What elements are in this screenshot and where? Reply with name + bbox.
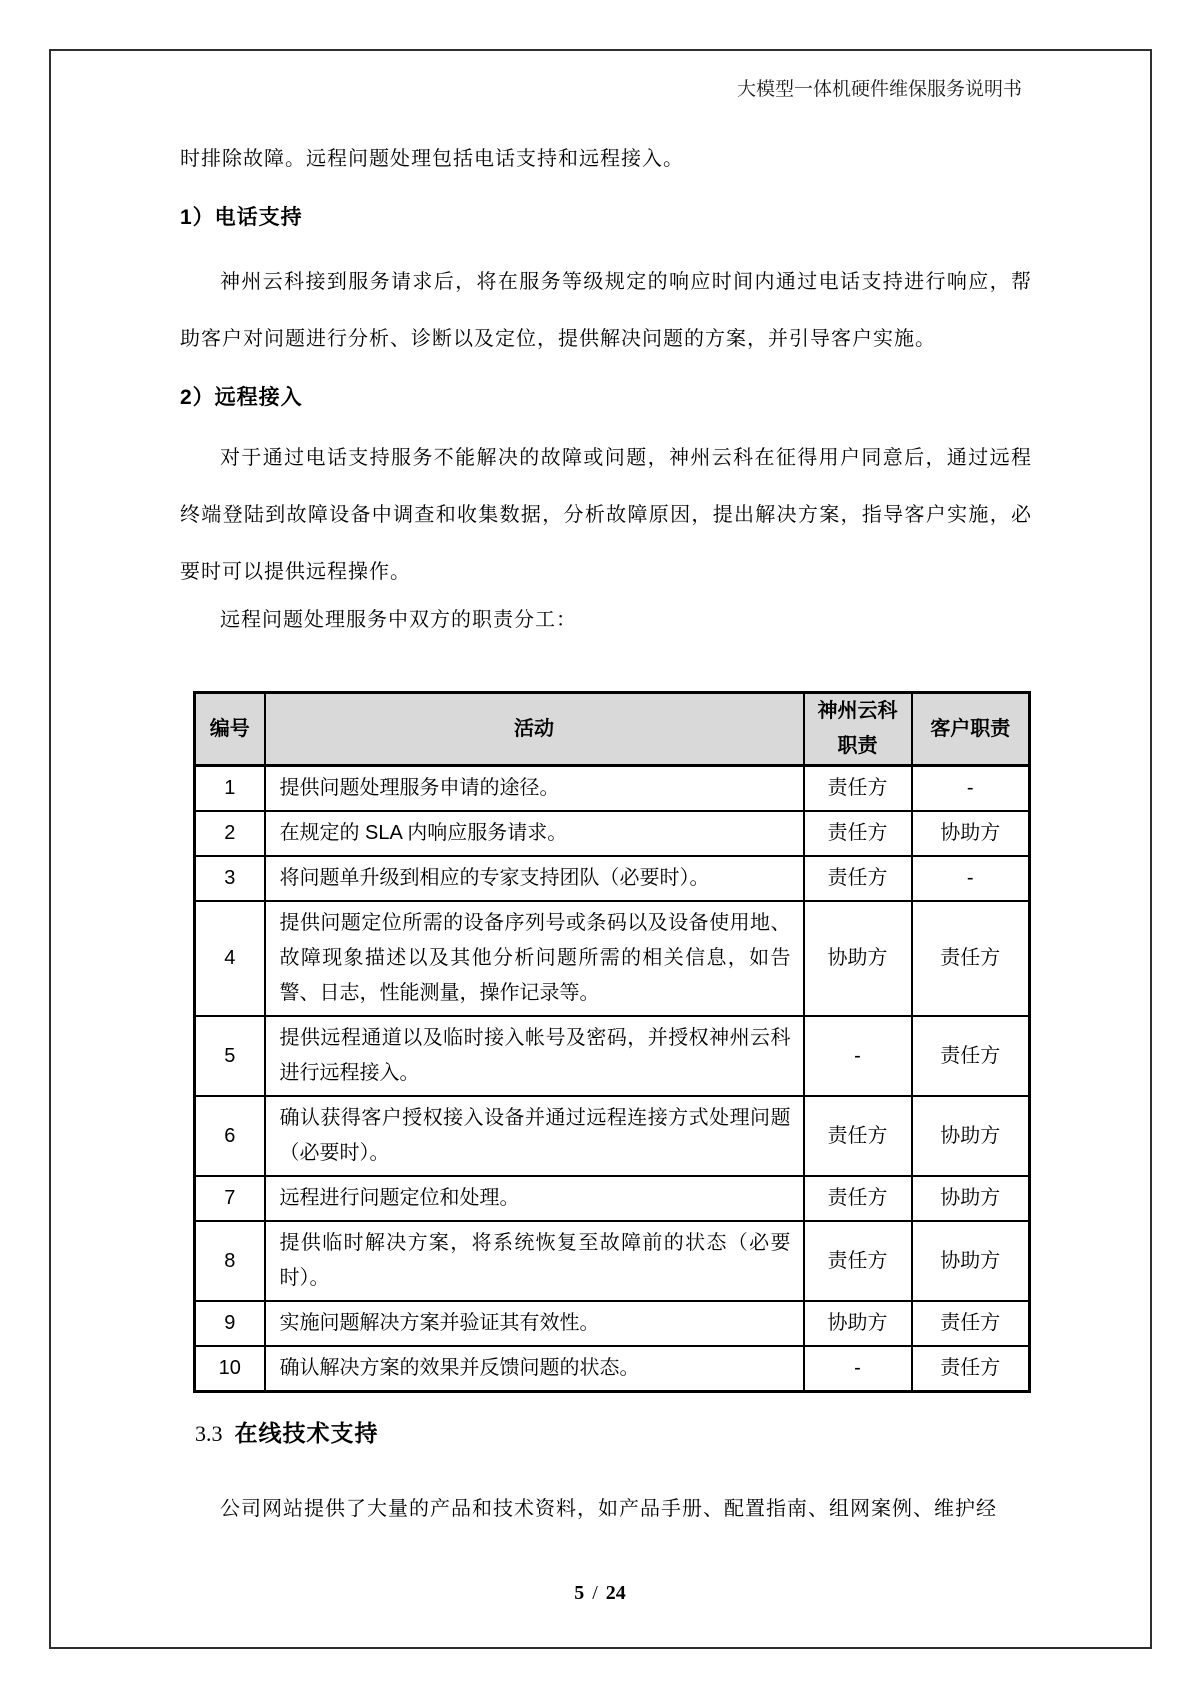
table-row — [195, 1096, 1030, 1176]
cell-dcn-duty: 责任方 — [804, 1176, 912, 1221]
section-1-paragraph: 神州云科接到服务请求后，将在服务等级规定的响应时间内通过电话支持进行响应，帮助客户对问题进行分析、诊断以及定位，提供解决问题的方案，并引导客户实施。 — [180, 271, 1032, 350]
cell-number: 8 — [195, 1221, 265, 1301]
cell-number: 2 — [195, 811, 265, 856]
section-33-title: 在线技术支持 — [234, 1420, 379, 1446]
cell-number: 5 — [195, 1016, 265, 1096]
page-number-total: 24 — [605, 1582, 626, 1604]
cell-dcn-duty: 责任方 — [804, 811, 912, 856]
table-header-row — [195, 693, 1030, 766]
cell-activity: 提供临时解决方案，将系统恢复至故障前的状态（必要时）。 — [265, 1221, 804, 1301]
cell-number: 3 — [195, 856, 265, 901]
cell-customer-duty: 责任方 — [912, 901, 1030, 1016]
table-row — [195, 901, 1030, 1016]
doc-header-title: 大模型一体机硬件维保服务说明书 — [736, 79, 1022, 100]
col-header-customer-duty: 客户职责 — [912, 693, 1030, 766]
cell-dcn-duty: 协助方 — [804, 901, 912, 1016]
cell-dcn-duty: 责任方 — [804, 1221, 912, 1301]
page-number-current: 5 — [574, 1582, 585, 1604]
cell-activity: 将问题单升级到相应的专家支持团队（必要时）。 — [265, 856, 804, 901]
cell-activity: 远程进行问题定位和处理。 — [265, 1176, 804, 1221]
cell-number: 7 — [195, 1176, 265, 1221]
cell-dcn-duty: 责任方 — [804, 766, 912, 812]
cell-activity: 提供问题定位所需的设备序列号或条码以及设备使用地、故障现象描述以及其他分析问题所需的相关信息，如告警、日志，性能测量，操作记录等。 — [265, 901, 804, 1016]
cell-number: 6 — [195, 1096, 265, 1176]
cell-customer-duty: 协助方 — [912, 811, 1030, 856]
col-header-activity: 活动 — [265, 693, 804, 766]
cell-activity: 在规定的 SLA 内响应服务请求。 — [265, 811, 804, 856]
cell-dcn-duty: - — [804, 1016, 912, 1096]
cell-dcn-duty: 协助方 — [804, 1301, 912, 1346]
table-row — [195, 1346, 1030, 1392]
cell-customer-duty: 责任方 — [912, 1016, 1030, 1096]
col-header-dcn-duty: 神州云科职责 — [804, 693, 912, 766]
table-row — [195, 1221, 1030, 1301]
table-row — [195, 1016, 1030, 1096]
cell-activity: 提供远程通道以及临时接入帐号及密码，并授权神州云科进行远程接入。 — [265, 1016, 804, 1096]
table-row — [195, 1176, 1030, 1221]
cell-activity: 确认获得客户授权接入设备并通过远程连接方式处理问题（必要时）。 — [265, 1096, 804, 1176]
cell-customer-duty: 责任方 — [912, 1346, 1030, 1392]
cell-number: 4 — [195, 901, 265, 1016]
cell-customer-duty: 协助方 — [912, 1221, 1030, 1301]
cell-dcn-duty: 责任方 — [804, 856, 912, 901]
cell-activity: 提供问题处理服务申请的途径。 — [265, 766, 804, 812]
cell-number: 1 — [195, 766, 265, 812]
section-33-number: 3.3 — [195, 1421, 223, 1446]
table-row — [195, 1301, 1030, 1346]
cell-activity: 确认解决方案的效果并反馈问题的状态。 — [265, 1346, 804, 1392]
cell-dcn-duty: - — [804, 1346, 912, 1392]
page-number-separator: / — [592, 1582, 598, 1604]
cell-number: 10 — [195, 1346, 265, 1392]
table-row — [195, 856, 1030, 901]
page-content — [180, 78, 1032, 1525]
section-1-heading: 1）电话支持 — [180, 206, 303, 229]
cell-customer-duty: - — [912, 856, 1030, 901]
cell-number: 9 — [195, 1301, 265, 1346]
table-row — [195, 766, 1030, 812]
table-row — [195, 811, 1030, 856]
cell-activity: 实施问题解决方案并验证其有效性。 — [265, 1301, 804, 1346]
col-header-number: 编号 — [195, 693, 265, 766]
section-2-paragraph: 对于通过电话支持服务不能解决的故障或问题，神州云科在征得用户同意后，通过远程终端登陆到故障设备中调查和收集数据，分析故障原因，提出解决方案，指导客户实施，必要时可以提供远程操作。 — [180, 447, 1032, 583]
section-33-paragraph: 公司网站提供了大量的产品和技术资料，如产品手册、配置指南、组网案例、维护经 — [220, 1498, 997, 1520]
cell-customer-duty: 责任方 — [912, 1301, 1030, 1346]
cell-customer-duty: - — [912, 766, 1030, 812]
cell-customer-duty: 协助方 — [912, 1096, 1030, 1176]
responsibilities-table — [193, 691, 1031, 1393]
section-2-heading: 2）远程接入 — [180, 386, 303, 409]
cell-dcn-duty: 责任方 — [804, 1096, 912, 1176]
cell-customer-duty: 协助方 — [912, 1176, 1030, 1221]
page-footer — [0, 1582, 1200, 1605]
section-33-heading — [195, 1417, 1032, 1453]
intro-paragraph: 时排除故障。远程问题处理包括电话支持和远程接入。 — [180, 148, 684, 170]
duties-intro-line: 远程问题处理服务中双方的职责分工： — [220, 609, 577, 631]
